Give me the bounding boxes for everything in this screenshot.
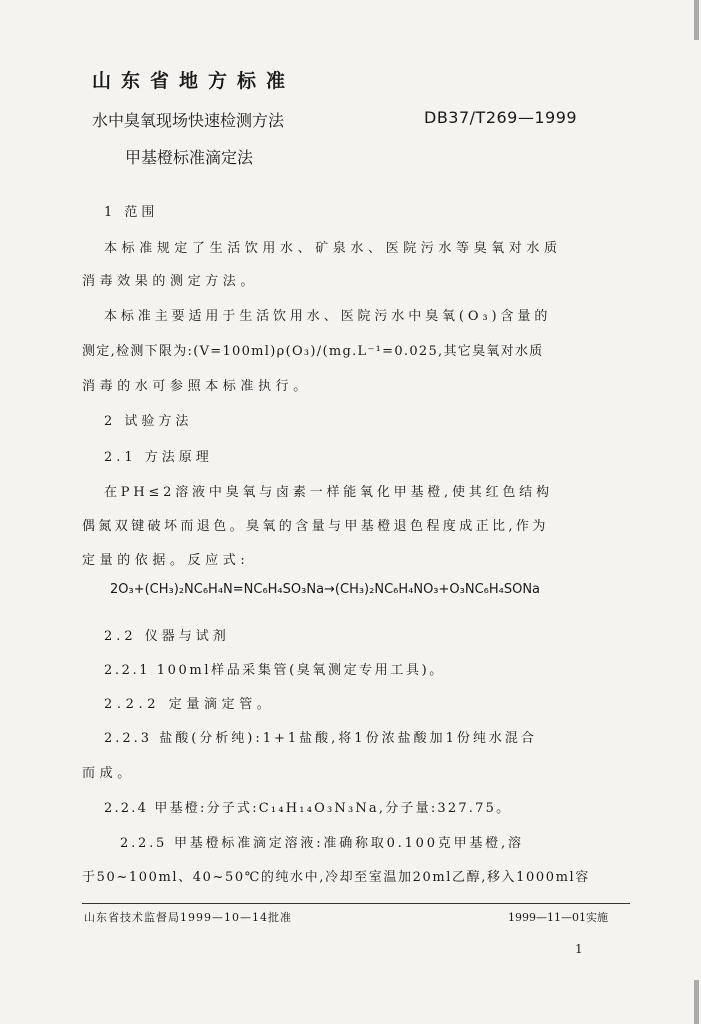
section-2-2-heading: 2.2 仪器与试剂 xyxy=(104,629,230,644)
page-number: 1 xyxy=(575,942,583,956)
list-item: 2.2.2 定量滴定管。 xyxy=(104,697,275,712)
paragraph-line: 消毒的水可参照本标准执行。 xyxy=(82,379,311,394)
paragraph-line: 本标准规定了生活饮用水、矿泉水、医院污水等臭氧对水质 xyxy=(104,241,562,256)
standard-number: DB37/T269—1999 xyxy=(424,108,578,127)
section-2-1-heading: 2.1 方法原理 xyxy=(104,450,213,465)
list-item-continuation: 而成。 xyxy=(82,766,135,781)
paragraph-line: 定量的依据。反应式: xyxy=(82,553,250,568)
province-standard-label: 山东省地方标准 xyxy=(92,70,296,92)
list-item: 2.2.1 100ml样品采集管(臭氧测定专用工具)。 xyxy=(104,663,445,678)
scan-edge-mark xyxy=(694,980,699,1024)
list-item: 2.2.5 甲基橙标准滴定溶液:准确称取0.100克甲基橙,溶 xyxy=(120,836,524,851)
scan-edge-mark xyxy=(694,0,699,40)
section-2-heading: 2 试验方法 xyxy=(104,414,193,429)
list-item: 2.2.4 甲基橙:分子式:C₁₄H₁₄O₃N₃Na,分子量:327.75。 xyxy=(104,801,512,816)
paragraph-line: 在PH≤2溶液中臭氧与卤素一样能氧化甲基橙,使其红色结构 xyxy=(104,485,553,500)
implementation-date: 1999—11—01实施 xyxy=(508,911,608,924)
paragraph-line: 偶氮双键破坏而退色。臭氧的含量与甲基橙退色程度成正比,作为 xyxy=(82,519,549,534)
list-item: 2.2.3 盐酸(分析纯):1+1盐酸,将1份浓盐酸加1份纯水混合 xyxy=(104,731,537,746)
document-subtitle: 甲基橙标准滴定法 xyxy=(125,148,254,167)
paragraph-line: 本标准主要适用于生活饮用水、医院污水中臭氧(O₃)含量的 xyxy=(104,309,552,324)
reaction-formula: 2O₃+(CH₃)₂NC₆H₄N=NC₆H₄SO₃Na→(CH₃)₂NC₆H₄NO₃+O₃NC₆H₄SONa xyxy=(110,582,541,597)
paragraph-line: 测定,检测下限为:(V=100ml)ρ(O₃)/(mg.L⁻¹=0.025,其它臭氧对水质 xyxy=(82,344,544,359)
approval-note: 山东省技术监督局1999—10—14批准 xyxy=(84,911,292,924)
paragraph-line: 消毒效果的测定方法。 xyxy=(82,274,259,289)
document-title: 水中臭氧现场快速检测方法 xyxy=(92,111,285,130)
list-item-continuation: 于50~100ml、40~50℃的纯水中,冷却至室温加20ml乙醇,移入1000ml容 xyxy=(82,870,590,885)
footer-divider xyxy=(82,903,630,904)
section-1-heading: 1 范围 xyxy=(104,205,159,220)
